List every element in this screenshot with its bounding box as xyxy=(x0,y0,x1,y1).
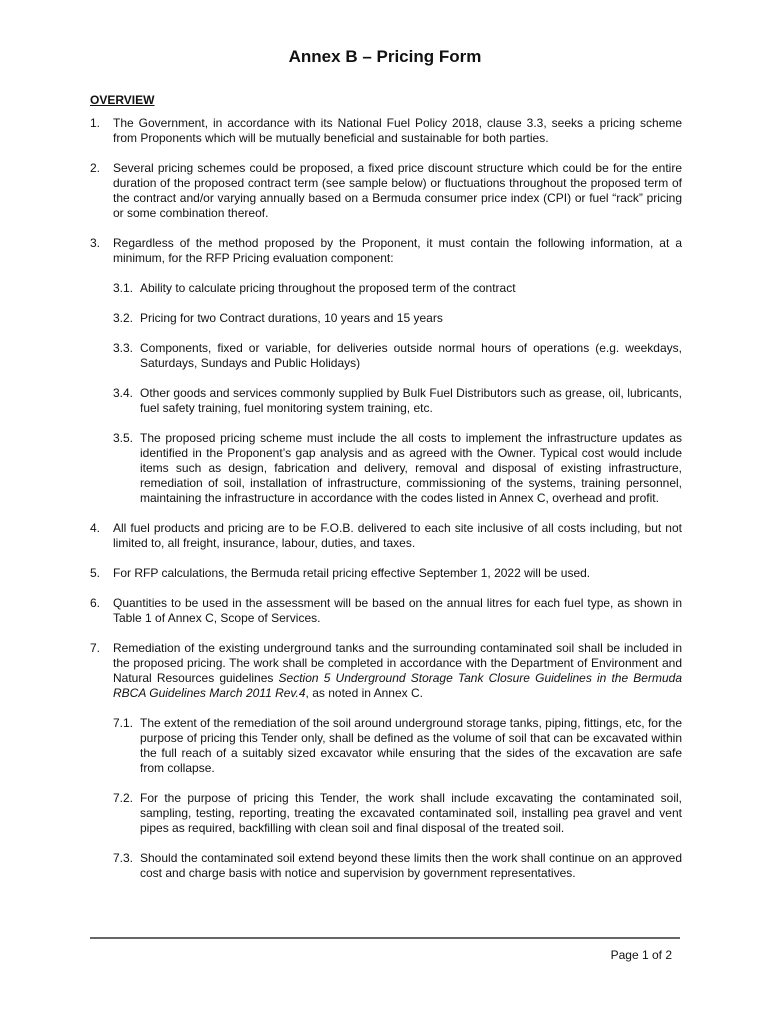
list-item-3-3 xyxy=(90,341,682,371)
list-item-3-5 xyxy=(90,431,682,506)
list-item-7-3 xyxy=(90,851,682,881)
list-item-7 xyxy=(90,641,682,701)
item-number: 3.4. xyxy=(113,386,134,400)
list-item-5 xyxy=(90,566,682,581)
page-number: Page 1 of 2 xyxy=(610,948,672,962)
item-text: Ability to calculate pricing throughout the proposed term of the contract xyxy=(140,281,516,295)
item-number: 7.2. xyxy=(113,791,134,805)
item-number: 7.3. xyxy=(113,851,134,865)
item-text: The Government, in accordance with its National Fuel Policy 2018, clause 3.3, seeks a pricing scheme from Proponents which will be mutually beneficial and sustainable for both parties. xyxy=(113,116,682,145)
item-number: 3.3. xyxy=(113,341,134,355)
item-text: Pricing for two Contract durations, 10 years and 15 years xyxy=(140,311,443,325)
item-number: 3.5. xyxy=(113,431,134,445)
item-number: 4. xyxy=(90,521,101,535)
item-text: For RFP calculations, the Bermuda retail pricing effective September 1, 2022 will be used. xyxy=(113,566,591,580)
item-text: Regardless of the method proposed by the Proponent, it must contain the following information, at a minimum, for the RFP Pricing evaluation component: xyxy=(113,236,682,265)
item-number: 6. xyxy=(90,596,101,610)
list-item-3-1 xyxy=(90,281,682,296)
item-number: 7.1. xyxy=(113,716,134,730)
list-item-6 xyxy=(90,596,682,626)
item-text: All fuel products and pricing are to be F.O.B. delivered to each site inclusive of all costs including, but not limited to, all freight, insurance, labour, duties, and taxes. xyxy=(113,521,682,550)
item-text-part: Remediation of the existing underground tanks and the surrounding contaminated soil shall be included in the proposed pricing. The work shall be completed in accordance with the Department of Environment and Natural Resources guidelines xyxy=(113,641,682,685)
item-number: 2. xyxy=(90,161,101,175)
item-number: 3.1. xyxy=(113,281,134,295)
list-item-7-2 xyxy=(90,791,682,836)
guideline-reference: Section 5 Underground Storage Tank Closure Guidelines in the Bermuda RBCA Guidelines March 2011 Rev.4 xyxy=(113,671,682,700)
item-text: The proposed pricing scheme must include the all costs to implement the infrastructure updates as identified in the Proponent’s gap analysis and as agreed with the Owner. Typical cost would include items such as design, fabrication and delivery, removal and disposal of existing infrastructure, remediation of soil, installation of infrastructure, commissioning of the systems, training personnel, maintaining the infrastructure in accordance with the codes listed in Annex C, overhead and profit. xyxy=(140,431,682,505)
overview-heading: OVERVIEW xyxy=(90,93,155,107)
item-text: Several pricing schemes could be proposed, a fixed price discount structure which could be for the entire duration of the proposed contract term (see sample below) or fluctuations throughout the proposed term of the contract and/or varying annually based on a Bermuda consumer price index (CPI) or fuel “rack” pricing or some combination thereof. xyxy=(113,161,682,220)
footer-divider xyxy=(90,937,680,939)
item-number: 5. xyxy=(90,566,101,580)
item-text: The extent of the remediation of the soil around underground storage tanks, piping, fittings, etc, for the purpose of pricing this Tender only, shall be defined as the volume of soil that can be excavated within the full reach of a suitably sized excavator while ensuring that the sides of the excavation are safe from collapse. xyxy=(140,716,682,775)
item-text: Quantities to be used in the assessment will be based on the annual litres for each fuel type, as shown in Table 1 of Annex C, Scope of Services. xyxy=(113,596,682,625)
item-text: Components, fixed or variable, for deliveries outside normal hours of operations (e.g. weekdays, Saturdays, Sundays and Public Holidays) xyxy=(140,341,682,370)
list-item-3 xyxy=(90,236,682,266)
item-text: Should the contaminated soil extend beyond these limits then the work shall continue on an approved cost and charge basis with notice and supervision by government representatives. xyxy=(140,851,682,880)
item-number: 1. xyxy=(90,116,101,130)
list-item-1 xyxy=(90,116,682,146)
item-number: 3. xyxy=(90,236,101,250)
item-text: Other goods and services commonly supplied by Bulk Fuel Distributors such as grease, oil, lubricants, fuel safety training, fuel monitoring system training, etc. xyxy=(140,386,682,415)
page-title: Annex B – Pricing Form xyxy=(288,47,482,66)
item-text: For the purpose of pricing this Tender, the work shall include excavating the contaminated soil, sampling, testing, reporting, treating the excavated contaminated soil, installing pea gravel and vent pipes as required, backfilling with clean soil and final disposal of the treated soil. xyxy=(140,791,682,835)
item-number: 7. xyxy=(90,641,101,655)
item-number: 3.2. xyxy=(113,311,134,325)
list-item-7-1 xyxy=(90,716,682,776)
document-body xyxy=(90,93,682,896)
list-item-4 xyxy=(90,521,682,551)
list-item-2 xyxy=(90,161,682,221)
item-text xyxy=(113,641,682,700)
item-text-part: , as noted in Annex C. xyxy=(305,686,423,700)
list-item-3-4 xyxy=(90,386,682,416)
list-item-3-2 xyxy=(90,311,682,326)
